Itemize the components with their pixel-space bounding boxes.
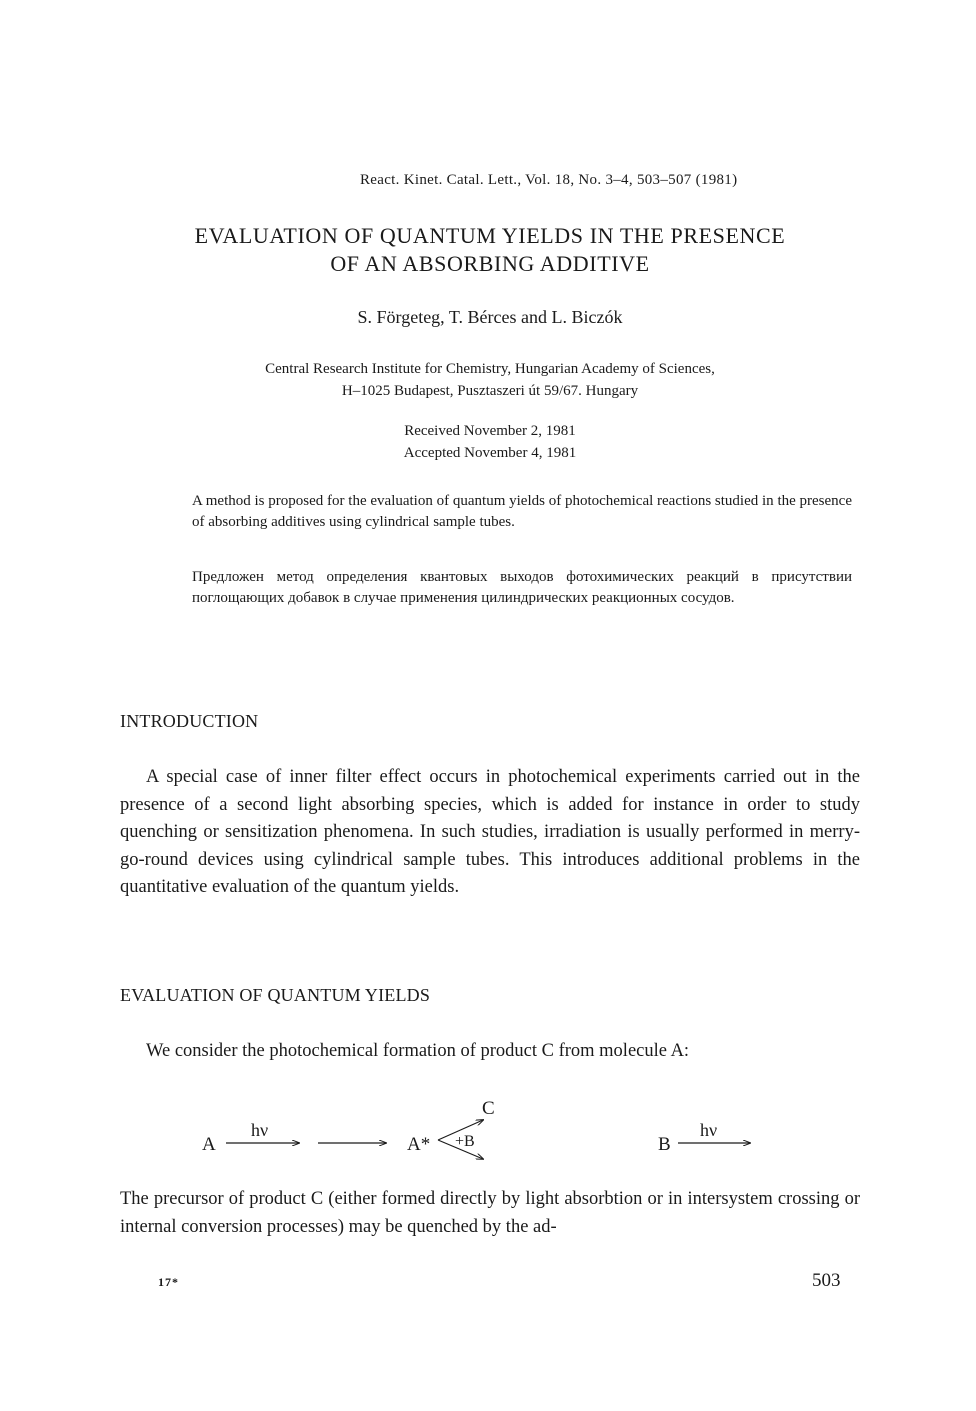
reactant-b-label: B <box>658 1134 671 1155</box>
abstract-russian: Предложен метод определения квантовых выходов фотохимических реакций в присутствии поглощающих добавок в случае применения цилиндрических реакционных сосудов. <box>192 569 852 606</box>
affiliation-line-2: H–1025 Budapest, Pusztaszeri út 59/67. Hungary <box>341 383 639 399</box>
excited-intermediate-label: A* <box>407 1134 431 1155</box>
title-line-1: EVALUATION OF QUANTUM YIELDS IN THE PRESENCE <box>194 223 786 248</box>
precursor-paragraph: The precursor of product C (either formed directly by light absorbtion or in intersystem crossing or internal conversion processes) may be quenched by the ad- <box>120 1189 860 1237</box>
product-c-label: C <box>482 1098 495 1119</box>
author-list: S. Förgeteg, T. Bérces and L. Biczók <box>357 307 623 327</box>
submission-dates <box>120 420 860 464</box>
reactant-a-label: A <box>202 1134 216 1155</box>
received-date: Received November 2, 1981 <box>404 423 576 439</box>
introduction-heading: INTRODUCTION <box>120 711 259 731</box>
abstract-english: A method is proposed for the evaluation of quantum yields of photochemical reactions studied in the presence of absorbing additives using cylindrical sample tubes. <box>192 493 852 530</box>
accepted-date: Accepted November 4, 1981 <box>403 445 577 461</box>
reaction-scheme <box>0 1090 976 1170</box>
article-title <box>120 222 860 278</box>
quencher-label: +B <box>455 1133 475 1150</box>
affiliation <box>120 358 860 402</box>
page-number: 503 <box>812 1270 841 1291</box>
light-label-1: hν <box>251 1120 269 1140</box>
introduction-paragraph: A special case of inner filter effect occurs in photochemical experiments carried out in the presence of a second light absorbing species, which is added for instance in order to study quenching or sensitization phenomena. In such studies, irradiation is usually performed in merry-go-round devices using cylindrical sample tubes. This introduces additional problems in the quantitative evaluation of the quantum yields. <box>120 767 860 897</box>
journal-citation: React. Kinet. Catal. Lett., Vol. 18, No. 3–4, 503–507 (1981) <box>360 172 738 188</box>
affiliation-line-1: Central Research Institute for Chemistry, Hungarian Academy of Sciences, <box>265 361 715 377</box>
light-label-2: hν <box>700 1120 718 1140</box>
title-line-2: OF AN ABSORBING ADDITIVE <box>330 251 650 276</box>
evaluation-heading: EVALUATION OF QUANTUM YIELDS <box>120 985 431 1005</box>
signature-mark: 17* <box>158 1275 179 1289</box>
evaluation-intro-paragraph: We consider the photochemical formation of product C from molecule A: <box>146 1041 690 1061</box>
